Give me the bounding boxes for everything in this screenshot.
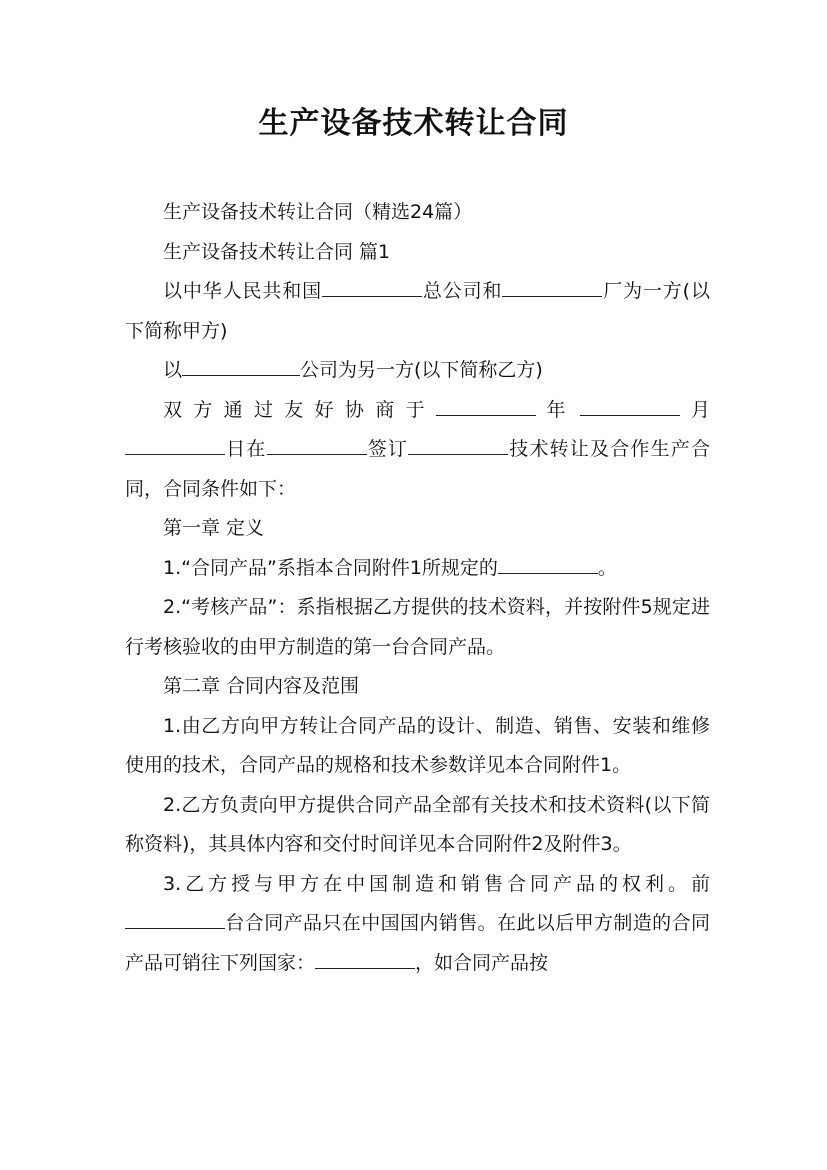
document-body: [125, 193, 710, 983]
text-fragment: 台合同产品只在中国国内销售。在此以后甲方制造的合同产品可销往下列国家：: [125, 912, 710, 974]
text-fragment: 1.“合同产品”系指本合同附件1所规定的: [163, 556, 498, 579]
paragraph-chapter-heading: 第一章 定义: [163, 517, 265, 539]
paragraph-section-heading: 生产设备技术转让合同 篇1: [163, 240, 391, 263]
fill-in-blank: [408, 436, 508, 455]
fill-in-blank: [580, 396, 680, 415]
text-fragment: 总公司和: [421, 280, 503, 302]
fill-in-blank: [315, 949, 415, 968]
text-fragment: 双方通过友好协商于: [163, 398, 436, 421]
paragraph-clause-1: 1.由乙方向甲方转让合同产品的设计、制造、销售、安装和维修使用的技术，合同产品的规格和技术参数详见本合同附件1。: [125, 714, 710, 776]
text-fragment: 公司为另一方(以下简称乙方): [300, 359, 543, 381]
fill-in-blank: [182, 357, 300, 376]
text-fragment: 厂为一方(以下简称甲方): [125, 280, 710, 342]
text-fragment: 月: [690, 398, 710, 421]
fill-in-blank: [498, 554, 598, 573]
paragraph-subtitle: 生产设备技术转让合同（精选24篇）: [163, 201, 473, 223]
fill-in-blank: [125, 910, 225, 929]
fill-in-blank: [125, 436, 225, 455]
paragraph-definition-2: 2.“考核产品”：系指根据乙方提供的技术资料，并按附件5规定进行考核验收的由甲方制造的第一台合同产品。: [125, 596, 710, 658]
text-fragment: 3.乙方授与甲方在中国制造和销售合同产品的权利。前: [163, 872, 710, 895]
text-fragment: 日在: [225, 438, 267, 460]
fill-in-blank: [322, 278, 422, 297]
text-fragment: 年: [546, 398, 570, 421]
fill-in-blank: [436, 396, 536, 415]
fill-in-blank: [502, 278, 602, 297]
fill-in-blank: [267, 436, 367, 455]
paragraph-party-b: [125, 351, 710, 391]
text-fragment: 签订: [366, 438, 409, 460]
paragraph-clause-3: [125, 865, 710, 984]
text-fragment: 。: [597, 556, 617, 579]
text-fragment: 以: [163, 359, 183, 381]
paragraph-clause-2: 2.乙方负责向甲方提供合同产品全部有关技术和技术资料(以下简称资料)，其具体内容和交付时间详见本合同附件2及附件3。: [125, 793, 710, 855]
paragraph-chapter-heading: 第二章 合同内容及范围: [163, 675, 360, 697]
text-fragment: ，如合同产品按: [415, 951, 549, 974]
paragraph-signing: [125, 391, 710, 510]
text-fragment: 技术转让及合作生产合同，合同条件如下：: [125, 438, 710, 500]
paragraph-party-a: [125, 272, 710, 351]
paragraph-definition-1: [125, 549, 710, 589]
document-title: 生产设备技术转让合同: [258, 106, 569, 141]
text-fragment: 以中华人民共和国: [163, 280, 322, 302]
